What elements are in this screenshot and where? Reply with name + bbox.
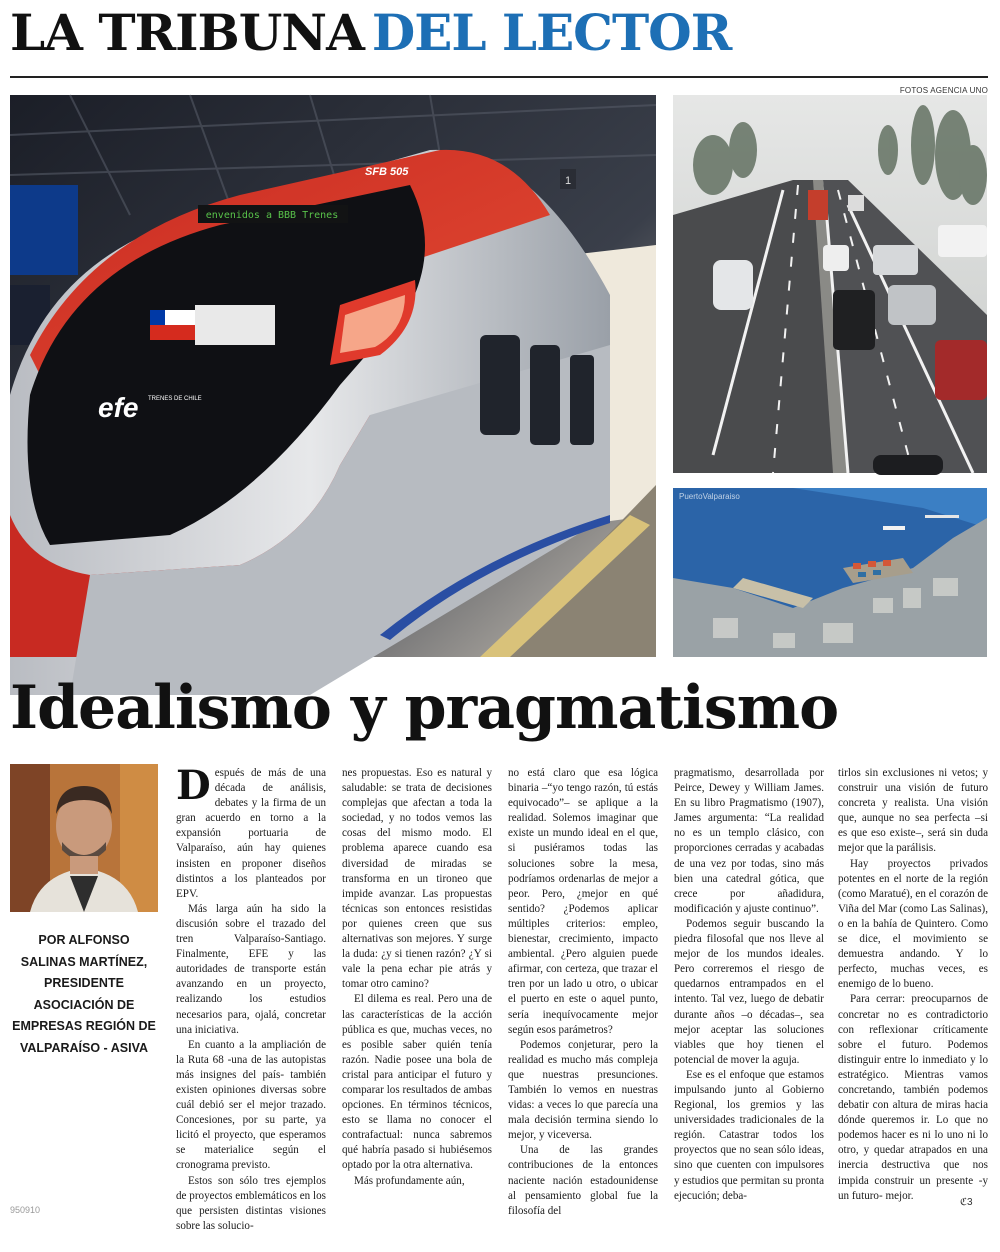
train-photo [10,95,656,657]
highway-photo [673,95,987,473]
byline: POR ALFONSO SALINAS MARTÍNEZ, PRESIDENTE ASOCIACIÓN DE EMPRESAS REGIÓN DE VALPARAÍSO - ASIVA [12,933,156,1055]
page-code: 950910 [10,1205,41,1215]
article-column-4 [674,766,824,1216]
train-display-text: envenidos a BBB Trenes [205,210,339,221]
paragraph: Podemos seguir buscando la piedra filosofal que nos lleve al mejor de los mundos ideales. Pero correremos el riesgo de quedarnos entrampados en el intento. Tal vez, luego de debatir durante años –o décadas–, sea mejor aceptar las soluciones viables que hoy tienen el potencial de mover la aguja. [674,917,824,1066]
headline: Idealismo y pragmatismo [10,673,839,743]
end-mark: ℭ3 [960,1197,973,1208]
paragraph: no está claro que esa lógica binaria –“yo tengo razón, tú estás equivocado”– se aplique a la realidad. Solemos imaginar que existe un mundo ideal en el que, si pusiéramos todas las soluciones sobre la mesa, podríamos ordenarlas de mejor a peor. Pero, ¿mejor en qué sentido? ¿Podemos aplicar múltiples criterios: empleo, bienestar, crecimiento, impacto ambiental. ¿Pero alguien puede afirmar, con certeza, que trazar el tren por un lado u otro, o ubicar el puerto en este o aquel punto, sería inequívocamente mejor según esos parámetros? [508,767,658,1036]
paragraph: Estos son sólo tres ejemplos de proyectos emblemáticos en los que persisten distintas visiones sobre las solucio- [176,1174,326,1232]
paragraph [176,762,326,902]
paragraph: pragmatismo, desarrollada por Peirce, Dewey y William James. En su libro Pragmatismo (1907), James argumenta: “La realidad no es un templo clásico, con proporciones cerradas y acabadas de una vez por todas, sino más bien una catedral gótica, que crece por añadidura, modificación y ajuste continuo”. [674,767,824,915]
paragraph: Ese es el enfoque que estamos impulsando junto al Gobierno Regional, los gremios y las universidades tradicionales de la región. Catastrar todos los proyectos que no sean sólo ideas, sino que cuenten con impulsores y estudios que permitan su pronta ejecución; deba- [674,1068,824,1202]
section-title [10,2,731,64]
paragraph: Para cerrar: preocuparnos de concretar no es contradictorio con reflexionar críticamente sobre el futuro. Podemos distinguir entre lo inmediato y lo estratégico. Mientras vamos concretando, también podemos debatir con altura de miras hacia dónde queremos ir. Lo que no podemos hacer es ni lo uno ni lo otro, y quedar atrapados en una inercia destructiva que nos impida construir un presente -y un futuro- mejor. [838,993,988,1202]
author-photo [10,764,158,912]
port-watermark: PuertoValparaiso [679,492,740,501]
photo-credit: FOTOS AGENCIA UNO [899,86,988,95]
article-column-2 [342,766,492,1216]
paragraph: nes propuestas. Eso es natural y saludable: se trata de decisiones complejas que afectan a toda la sociedad, y no todos vemos las cosas del mismo modo. El problema aparece cuando esa diversidad de miradas se transforma en un tironeo que impide avanzar. Las propuestas técnicas son entonces resistidas por quienes creen que sus alternativas son mejores. Y surge la duda: ¿y si tienen razón? ¿Y si vale la pena echar pie atrás y tomar otro camino? [342,767,492,991]
paragraph: tirlos sin exclusiones ni vetos; y construir una visión de futuro concreta y realista. Una visión que, aunque no sea perfecta –si es que eso existe–, será sin duda mejor que la parálisis. [838,767,988,855]
paragraph: Más profundamente aún, [354,1174,465,1187]
train-brand-text: efe [98,392,139,423]
paragraph: En cuanto a la ampliación de la Ruta 68 -una de las autopistas más insignes del país- también existen opiniones diversas sobre cuál debió ser el mejor trazado. Concesiones, por su parte, ya licitó el proyecto, que esperamos se materialice según el cronograma previsto. [176,1038,326,1172]
port-photo [673,488,987,657]
article-column-5 [838,766,988,1216]
paragraph: El dilema es real. Pero una de las características de la acción pública es que, muchas veces, no es posible saber quién tenía razón. Nadie posee una bola de cristal para anticipar el futuro y comparar los resultados de ambas opciones. En términos técnicos, esto se llama no conocer el contrafactual: nunca sabremos qué habría pasado si hubiésemos optado por la otra alternativa. [342,993,492,1172]
train-brand-sub: TRENES DE CHILE [148,396,202,402]
header-rule [10,76,988,78]
paragraph-text: espués de más de una década de análisis, debates y la firma de un gran acuerdo en torno a la expansión portuaria de Valparaíso, aún hay quienes insisten en proponer diseños distintos a los planteados por EPV. [176,767,326,900]
paragraph: Hay proyectos privados potentes en el norte de la región (como Maratué), en el corazón de Viña del Mar (como Las Salinas), o en la bahía de Quintero. Como se dice, el movimiento se demuestra andando. Y lo perfecto, muchas veces, es enemigo de lo bueno. [838,857,988,991]
platform-sign-text: 1 [564,175,572,187]
paragraph: Podemos conjeturar, pero la realidad es mucho más compleja que nuestras presunciones. También lo vemos en nuestras vidas: a veces lo que parecía una mala decisión termina siendo lo mejor, y viceversa. [508,1038,658,1142]
section-title-part1: LA TRIBUNA [10,3,364,62]
section-title-part2: DEL LECTOR [371,3,732,62]
paragraph: Una de las grandes contribuciones de la entonces naciente nación estadounidense al pensamiento global fue la filosofía del [508,1144,658,1217]
article-column-3 [508,766,658,1216]
paragraph: Más larga aún ha sido la discusión sobre el trazado del tren Valparaíso-Santiago. Finalmente, EFE y las autoridades de transporte están avanzando en un proyecto, realizando los estudios necesarios para, ojalá, concretar una iniciativa. [176,902,326,1036]
article-column-1 [176,762,326,1232]
dropcap: D [176,762,211,809]
train-plate-text: SFB 505 [365,166,409,178]
